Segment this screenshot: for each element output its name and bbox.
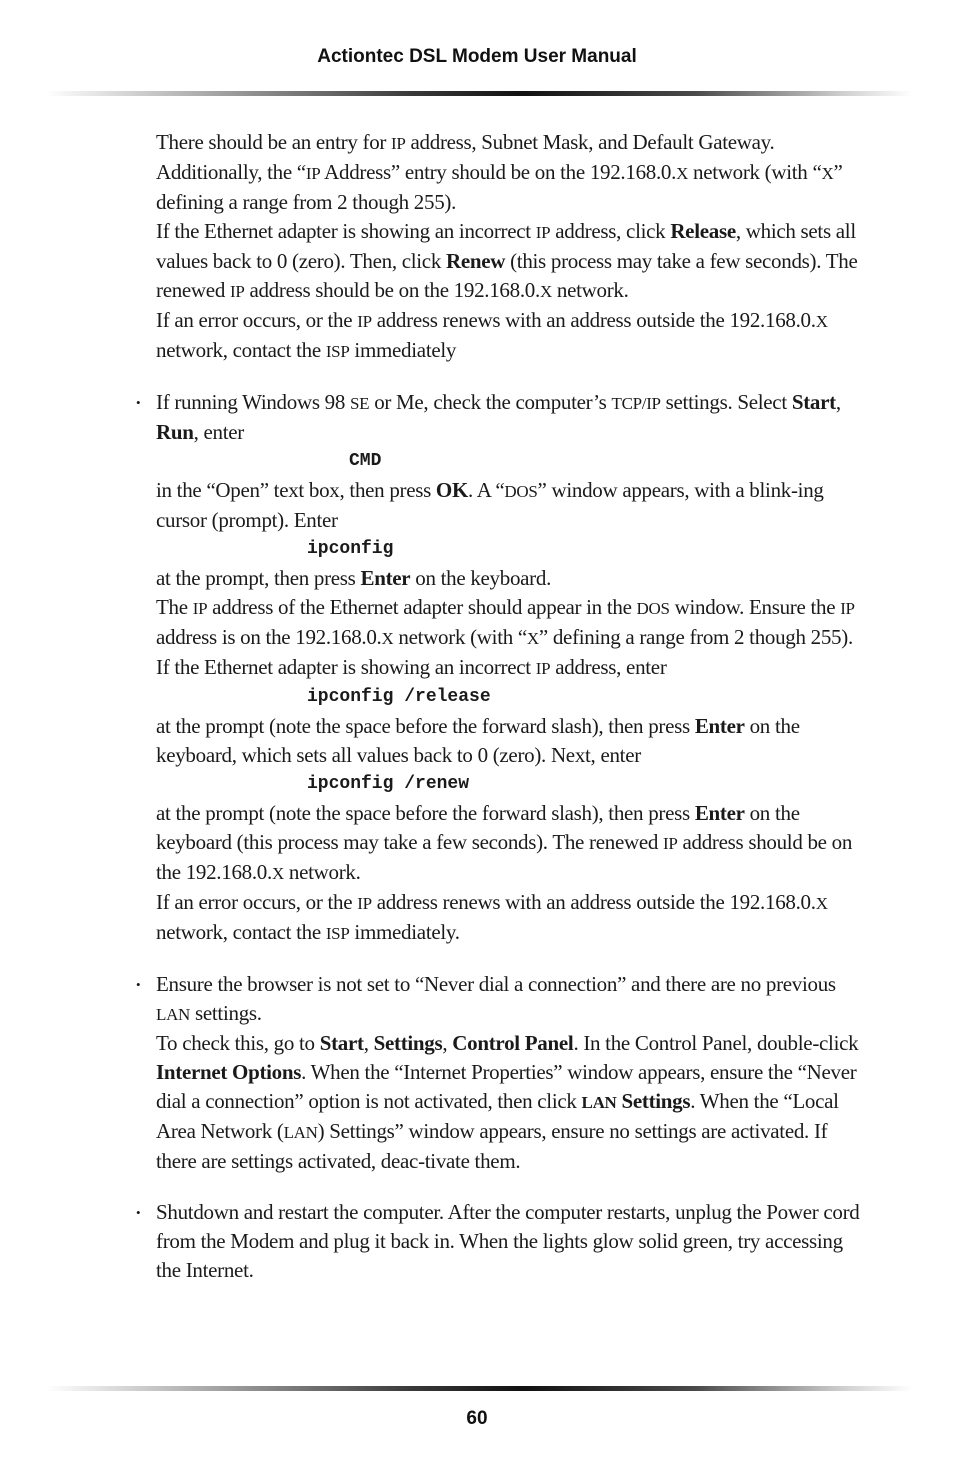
code-command: ipconfig /renew — [307, 774, 470, 794]
paragraph: The IP address of the Ethernet adapter should appear in the DOS window. Ensure the IP address is on the 192.168.0.X network (with “X” defining a range from 2 though 255). — [156, 595, 855, 649]
paragraph: Ensure the browser is not set to “Never dial a connection” and there are no previous LAN settings. — [156, 972, 836, 1025]
page-body — [136, 128, 871, 1285]
paragraph: Shutdown and restart the computer. After the computer restarts, unplug the Power cord from the Modem and plug it back in. When the lights glow solid green, try accessing the Internet. — [156, 1200, 860, 1282]
bullet-item-browser — [136, 970, 871, 1176]
bullet-item-tcpip — [136, 388, 871, 948]
paragraph: in the “Open” text box, then press OK. A “DOS” window appears, with a blink-ing cursor (prompt). Enter — [156, 478, 824, 532]
paragraph: If running Windows 98 SE or Me, check the computer’s TCP/IP settings. Select Start, Run, enter — [156, 390, 841, 444]
paragraph: If an error occurs, or the IP address renews with an address outside the 192.168.0.X network, contact the ISP immediately — [156, 308, 828, 362]
paragraph: at the prompt (note the space before the forward slash), then press Enter on the keyboard, which sets all values back to 0 (zero). Next, enter — [156, 714, 800, 767]
running-header: Actiontec DSL Modem User Manual — [317, 46, 637, 67]
code-command: ipconfig /release — [307, 687, 491, 707]
intro-section — [156, 128, 871, 366]
paragraph: If the Ethernet adapter is showing an incorrect IP address, enter — [156, 655, 667, 679]
paragraph: at the prompt, then press Enter on the keyboard. — [156, 566, 552, 590]
paragraph: If the Ethernet adapter is showing an incorrect IP address, click Release, which sets all values back to 0 (zero). Then, click Renew (this process may take a few seconds). The renewed IP address should be on the 192.168.0.X network. — [156, 219, 858, 302]
footer-rule — [46, 1386, 912, 1391]
paragraph: To check this, go to Start, Settings, Control Panel. In the Control Panel, double-click Internet Options. When the “Internet Properties” window appears, ensure the “Never dial a connection” option is not activated, then click LAN Settings. When the “Local Area Network (LAN) Settings” window appears, ensure no settings are activated. If there are settings activated, deac-tivate them. — [156, 1031, 859, 1173]
bullet-icon: • — [136, 977, 141, 992]
bullet-icon: • — [136, 395, 141, 410]
code-command: CMD — [349, 451, 382, 471]
bullet-icon: • — [136, 1205, 141, 1220]
bullet-item-restart — [136, 1198, 871, 1285]
paragraph: If an error occurs, or the IP address renews with an address outside the 192.168.0.X network, contact the ISP immediately. — [156, 890, 828, 944]
code-command: ipconfig — [307, 539, 394, 559]
header-rule — [46, 91, 912, 96]
paragraph: There should be an entry for IP address, Subnet Mask, and Default Gateway. Additionally, the “IP Address” entry should be on the 192.168.0.X network (with “X” defining a range from 2 though 255). — [156, 130, 843, 214]
paragraph: at the prompt (note the space before the forward slash), then press Enter on the keyboard (this process may take a few seconds). The renewed IP address should be on the 192.168.0.X network. — [156, 801, 853, 884]
page-number: 60 — [466, 1408, 488, 1429]
